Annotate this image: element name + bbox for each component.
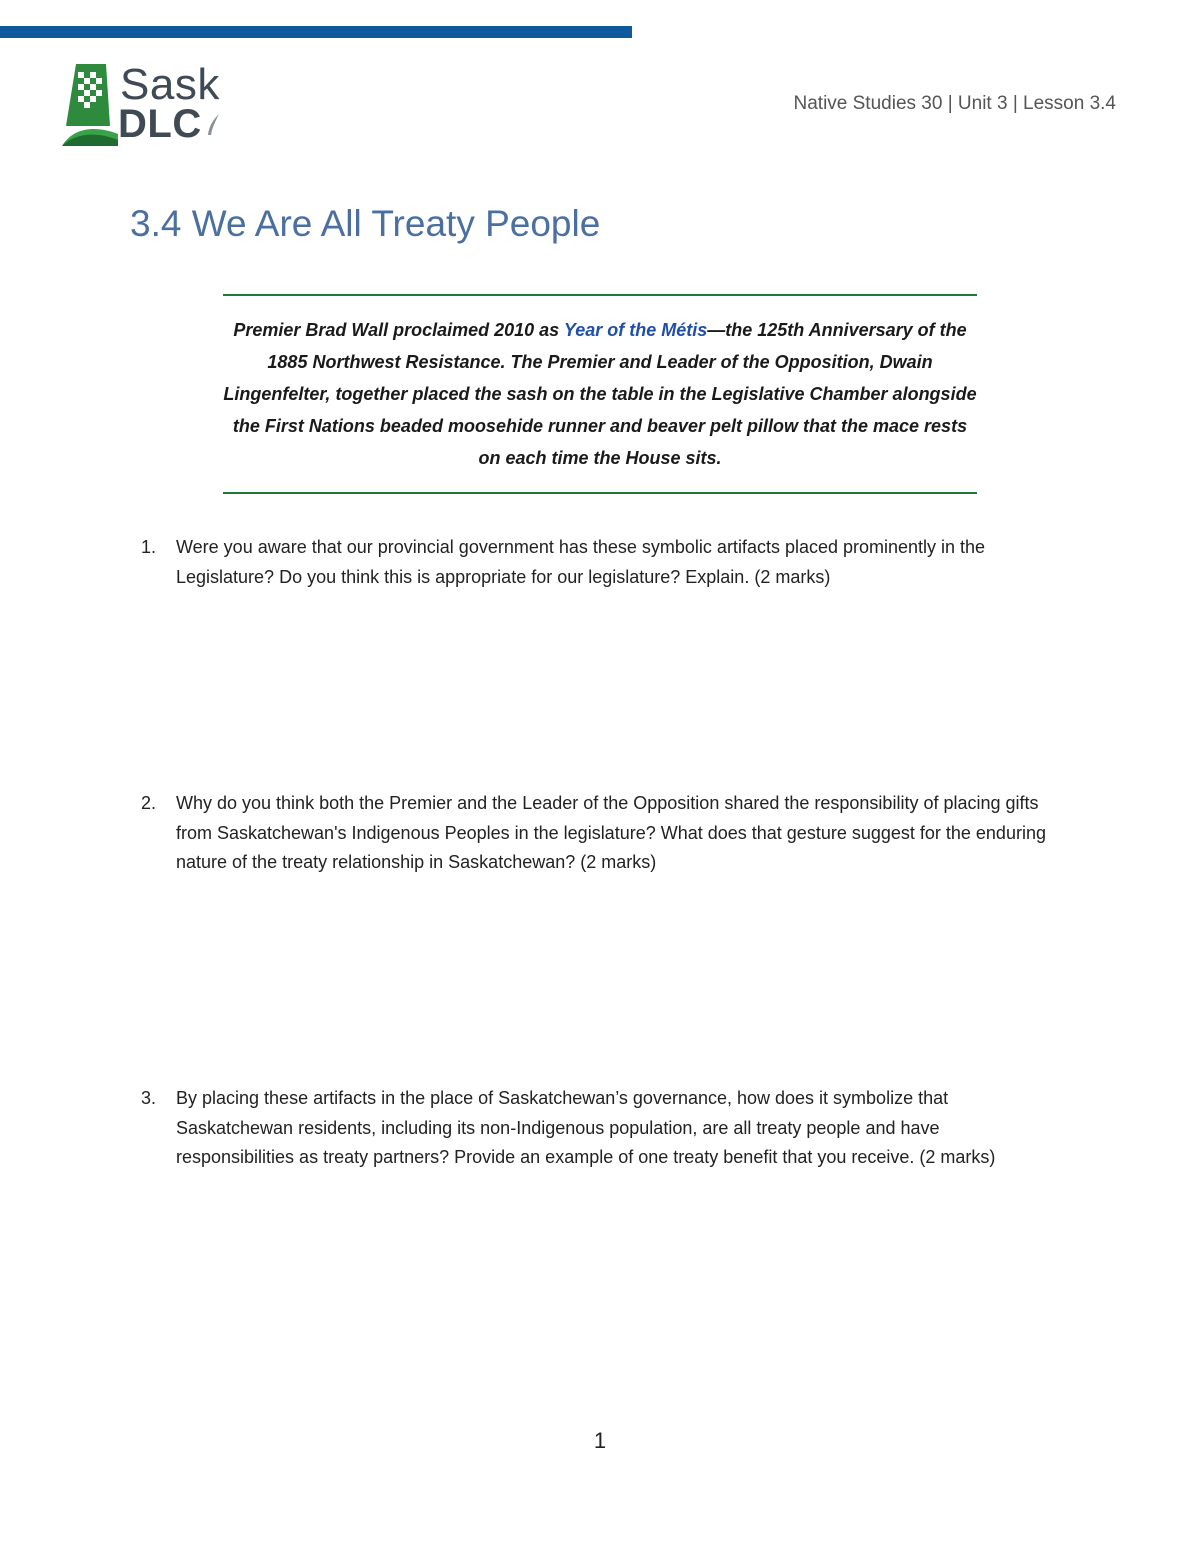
question-text: Were you aware that our provincial government has these symbolic artifacts placed prominently in the Legislature? Do you think this is appropriate for our legislature? Explain. (2 marks) — [176, 537, 986, 587]
question-text: By placing these artifacts in the place of Saskatchewan’s governance, how does it symbolize that Saskatchewan residents, including its non-Indigenous population, are all treaty people and have responsibilities as treaty partners? Provide an example of one treaty benefit that you receive. (2 marks) — [176, 1088, 996, 1167]
logo-word-sask: Sask — [120, 60, 220, 109]
quote-text — [223, 314, 977, 474]
logo-emblem-icon — [62, 60, 118, 148]
quote-text-intro: Premier Brad Wall proclaimed 2010 as — [233, 320, 564, 340]
logo-feather-icon — [207, 114, 221, 136]
question-number: 2. — [141, 793, 157, 813]
year-of-the-metis-link[interactable]: Year of the Métis — [563, 320, 708, 340]
lesson-title: 3.4 We Are All Treaty People — [130, 203, 601, 244]
course-breadcrumb: Native Studies 30 | Unit 3 | Lesson 3.4 — [793, 93, 1116, 114]
header-accent-bar — [0, 26, 632, 38]
quote-text-body: —the 125th Anniversary of the 1885 Northwest Resistance. The Premier and Leader of the Opposition, Dwain Lingenfelter, together placed the sash on the table in the Legislative Chamber alongside the First Nations beaded moosehide runner and beaver pelt pillow that the mace rests on each time the House sits. — [223, 320, 977, 468]
question-3 — [141, 1084, 1061, 1173]
question-number: 1. — [141, 537, 157, 557]
sask-dlc-logo — [62, 60, 232, 148]
question-2 — [141, 789, 1061, 878]
question-number: 3. — [141, 1088, 157, 1108]
page-number: 1 — [593, 1428, 607, 1453]
quote-callout — [223, 294, 977, 494]
question-text: Why do you think both the Premier and the Leader of the Opposition shared the responsibility of placing gifts from Saskatchewan's Indigenous Peoples in the legislature? What does that gesture suggest for the enduring nature of the treaty relationship in Saskatchewan? (2 marks) — [176, 793, 1046, 872]
logo-word-dlc: DLC — [118, 102, 202, 146]
question-1 — [141, 533, 1061, 592]
